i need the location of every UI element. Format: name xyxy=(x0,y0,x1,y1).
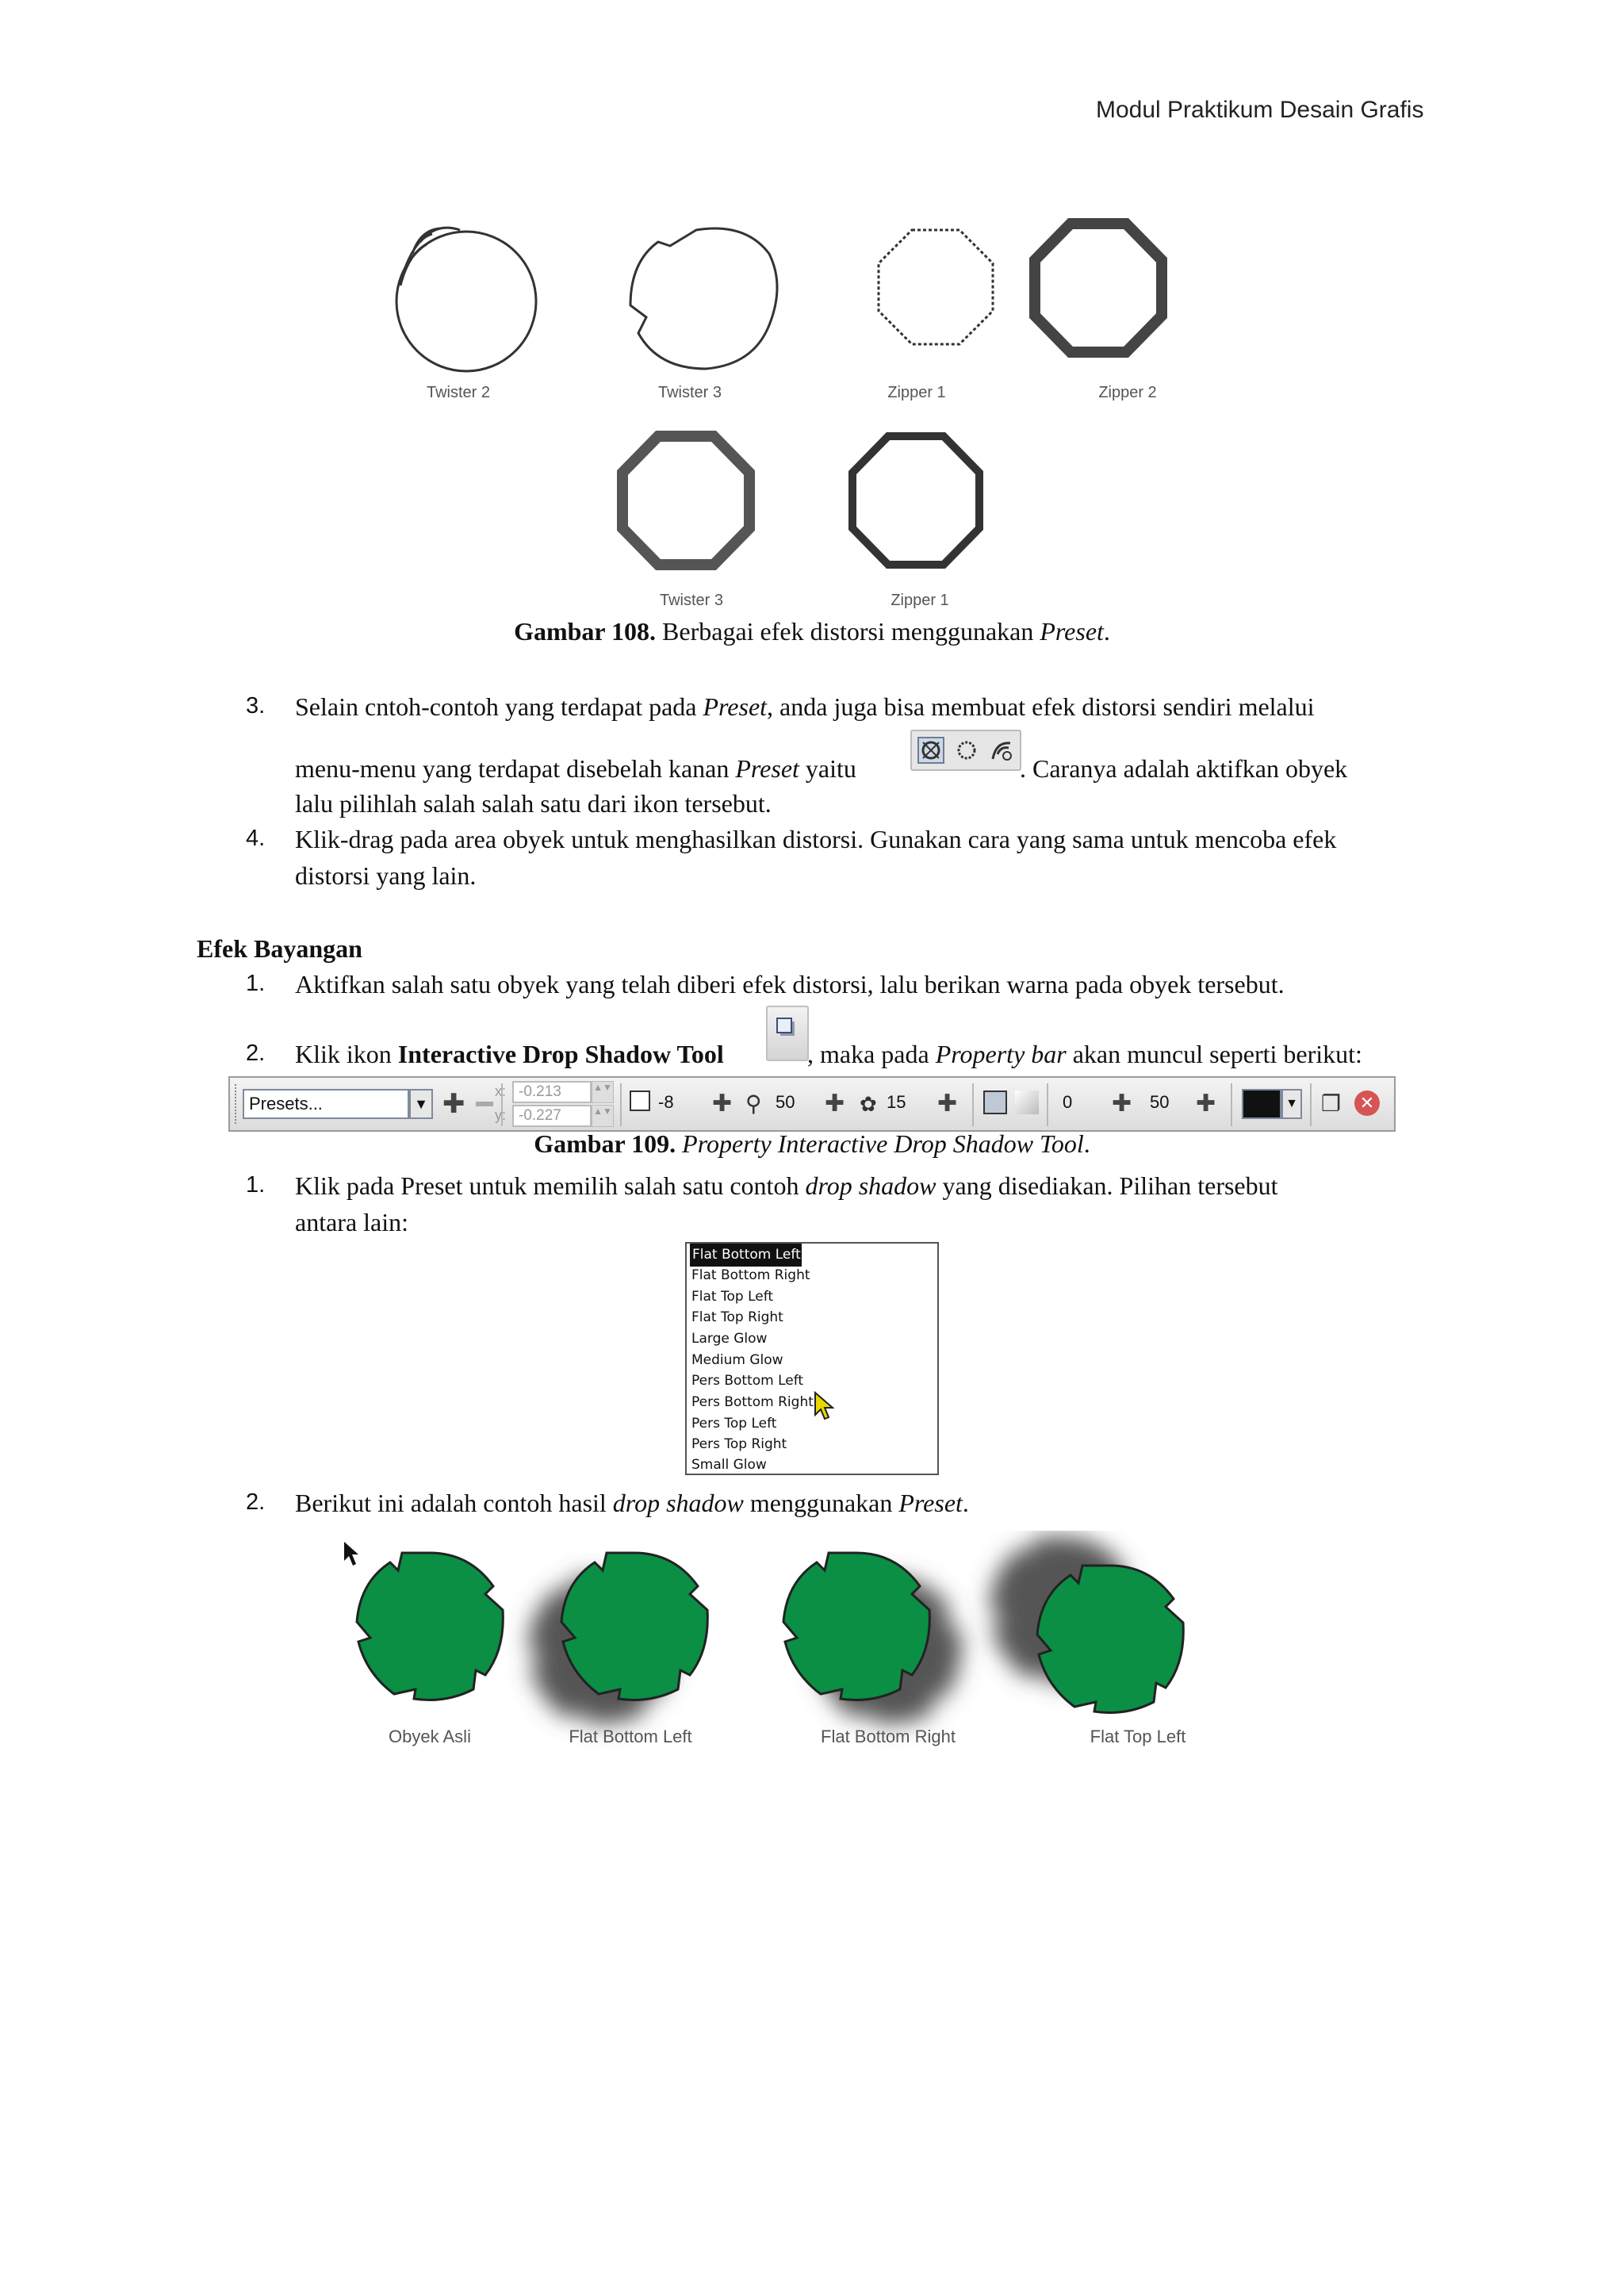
bottom-step1-line1: Klik pada Preset untuk memilih salah satu contoh drop shadow yang disediakan. Pilihan tersebut xyxy=(295,1171,1278,1200)
direction-icon: ✿ xyxy=(860,1092,877,1116)
step4-line2: distorsi yang lain. xyxy=(295,861,477,890)
preset-item[interactable]: Pers Bottom Left xyxy=(691,1373,804,1389)
distort-icons-strip xyxy=(910,730,1021,771)
y-spinner-icon[interactable]: ▲▼ xyxy=(592,1105,614,1127)
bottom-step2-number: 2. xyxy=(246,1489,266,1515)
feather-field[interactable]: 50 xyxy=(776,1092,795,1112)
fig108-label-6: Zipper 1 xyxy=(891,592,949,609)
step3-number: 3. xyxy=(246,693,266,719)
stretch-slider-icon[interactable]: ✚ xyxy=(1196,1091,1216,1117)
bottom-step2-text: Berikut ini adalah contoh hasil drop shadow menggunakan Preset. xyxy=(295,1489,969,1517)
preset-item[interactable]: Flat Bottom Right xyxy=(691,1267,810,1283)
feather-slider-icon[interactable]: ✚ xyxy=(825,1091,845,1117)
zipper-distort-icon xyxy=(955,738,979,762)
clear-shadow-icon[interactable]: ✕ xyxy=(1354,1091,1380,1116)
preset-item[interactable]: Flat Bottom Left xyxy=(690,1244,802,1267)
shadow-color-arrow-icon[interactable]: ▼ xyxy=(1281,1089,1302,1119)
section-title: Efek Bayangan xyxy=(197,934,362,963)
fig108-label-5: Twister 3 xyxy=(659,592,724,609)
preset-item[interactable]: Small Glow xyxy=(691,1457,767,1473)
shadow-label-2: Flat Bottom Left xyxy=(569,1727,692,1746)
add-preset-icon[interactable]: ✚ xyxy=(442,1089,465,1119)
opacity-slider-icon[interactable]: ✚ xyxy=(712,1091,733,1117)
separator xyxy=(1310,1083,1312,1126)
section-step1-number: 1. xyxy=(246,971,266,996)
cursor-arrow-icon xyxy=(814,1391,834,1421)
twister-distort-icon xyxy=(988,737,1015,764)
separator xyxy=(972,1083,974,1126)
step3-line1: Selain cntoh-contoh yang terdapat pada Preset, anda juga bisa membuat efek distorsi sendiri melalui xyxy=(295,692,1315,721)
feather-icon: ⚲ xyxy=(745,1091,762,1116)
direction-slider-icon[interactable]: ✚ xyxy=(937,1091,958,1117)
section-step2-number: 2. xyxy=(246,1041,266,1066)
fig108-label-2: Twister 3 xyxy=(657,384,722,401)
figure-108-caption: Gambar 108. Berbagai efek distorsi menggunakan Preset. xyxy=(514,617,1110,646)
step3-line2a: menu-menu yang terdapat disebelah kanan Preset yaitu xyxy=(295,754,856,783)
separator xyxy=(1231,1083,1232,1126)
bottom-step1-line2: antara lain: xyxy=(295,1208,409,1236)
preset-item[interactable]: Pers Top Left xyxy=(691,1416,777,1432)
preset-item[interactable]: Large Glow xyxy=(691,1331,768,1347)
fade-icon[interactable] xyxy=(1015,1091,1039,1114)
drop-shadow-tool-icon xyxy=(766,1006,809,1061)
bottom-step1-number: 1. xyxy=(246,1172,266,1198)
figure-109-caption: Gambar 109. Property Interactive Drop Shadow Tool. xyxy=(534,1129,1090,1158)
zipper1-shape xyxy=(879,230,993,344)
zipper1-b-shape xyxy=(852,436,979,565)
toolbar-grip xyxy=(235,1084,241,1124)
y-offset-field[interactable]: -0.227 xyxy=(512,1105,592,1127)
section-step2-left: Klik ikon Interactive Drop Shadow Tool xyxy=(295,1040,724,1068)
property-bar xyxy=(228,1076,1396,1132)
x-offset-field[interactable]: -0.213 xyxy=(512,1081,592,1103)
y-label: y: xyxy=(495,1107,507,1123)
shadow-label-4: Flat Top Left xyxy=(1090,1727,1186,1746)
cursor-icon xyxy=(344,1542,358,1566)
fig108-label-4: Zipper 2 xyxy=(1098,384,1157,401)
presets-dropdown[interactable]: Presets... xyxy=(243,1089,409,1119)
section-step1-text: Aktifkan salah satu obyek yang telah diberi efek distorsi, lalu berikan warna pada obyek tersebut. xyxy=(295,970,1285,999)
separator xyxy=(1047,1083,1048,1126)
page-header: Modul Praktikum Desain Grafis xyxy=(1096,97,1424,123)
stretch-field[interactable]: 50 xyxy=(1150,1092,1170,1112)
preset-item[interactable]: Pers Top Right xyxy=(691,1436,787,1452)
twister2-shape xyxy=(396,228,536,371)
figure-108-image xyxy=(373,206,1261,619)
angle-field[interactable]: 0 xyxy=(1063,1092,1073,1112)
preset-item[interactable]: Flat Top Right xyxy=(691,1309,783,1325)
shadow-color-swatch[interactable] xyxy=(1242,1089,1281,1119)
fig108-label-1: Twister 2 xyxy=(426,384,491,401)
copy-shadow-icon[interactable]: ❐ xyxy=(1321,1091,1342,1116)
push-pull-distort-icon xyxy=(917,736,945,765)
presets-dropdown-arrow-icon[interactable]: ▼ xyxy=(409,1089,433,1119)
step4-number: 4. xyxy=(246,826,266,851)
shadow-edge-icon[interactable] xyxy=(983,1091,1007,1114)
direction-field[interactable]: 15 xyxy=(887,1092,906,1112)
x-label: x: xyxy=(495,1083,507,1099)
step3-line3: lalu pilihlah salah salah satu dari ikon tersebut. xyxy=(295,789,772,818)
preset-item[interactable]: Medium Glow xyxy=(691,1352,783,1368)
fig108-label-3: Zipper 1 xyxy=(887,384,946,401)
preset-item[interactable]: Flat Top Left xyxy=(691,1289,774,1305)
opacity-field[interactable]: -8 xyxy=(658,1092,674,1112)
preset-item[interactable]: Pers Bottom Right xyxy=(691,1394,814,1410)
separator xyxy=(620,1083,622,1126)
shadow-label-3: Flat Bottom Right xyxy=(821,1727,956,1746)
shadow-label-1: Obyek Asli xyxy=(389,1727,471,1746)
twister3-b-shape xyxy=(622,436,749,565)
zipper2-shape xyxy=(1035,224,1162,352)
x-spinner-icon[interactable]: ▲▼ xyxy=(592,1081,614,1103)
section-step2-right: , maka pada Property bar akan muncul seperti berikut: xyxy=(807,1040,1362,1068)
twister3-shape xyxy=(630,228,777,369)
opacity-icon xyxy=(630,1091,650,1111)
angle-slider-icon[interactable]: ✚ xyxy=(1112,1091,1132,1117)
remove-preset-icon[interactable] xyxy=(476,1102,493,1106)
step4-line1: Klik-drag pada area obyek untuk menghasilkan distorsi. Gunakan cara yang sama untuk mencoba efek xyxy=(295,825,1337,853)
presets-list[interactable] xyxy=(685,1242,939,1475)
step3-line2b: . Caranya adalah aktifkan obyek xyxy=(1020,754,1348,783)
